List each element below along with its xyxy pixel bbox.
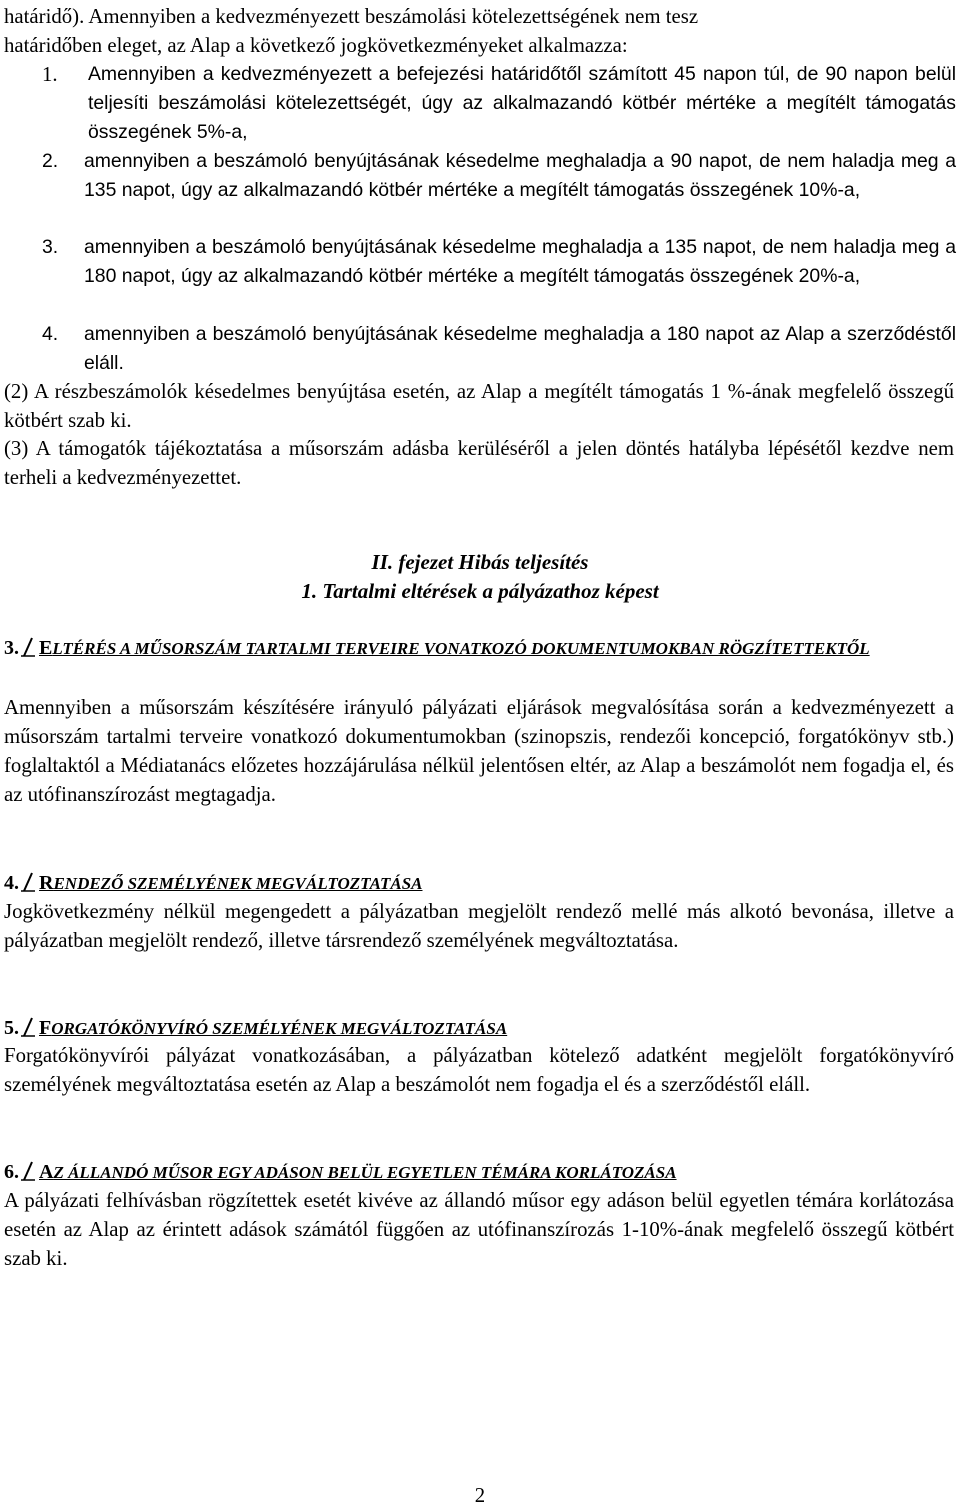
section-mark-icon [21, 1017, 35, 1037]
section-heading [4, 1016, 956, 1041]
section-initial: A [39, 1161, 54, 1183]
section-number: 5. [4, 1017, 19, 1039]
list-number: 3. [42, 236, 59, 258]
list-item [4, 60, 956, 147]
section-initial: F [39, 1017, 52, 1039]
intro-line-2: határidőben eleget, az Alap a következő jogkövetkezményeket alkalmazza: [4, 34, 628, 57]
list-text: Amennyiben a kedvezményezett a befejezési határidőtől számított 45 napon túl, de 90 napon belül teljesíti beszámolási kötelezettségét, úgy az alkalmazandó kötbér mértéke a megítélt támogatás összegének 5%-a, [88, 63, 956, 143]
list-text: amennyiben a beszámoló benyújtásának késedelme meghaladja a 135 napot, de nem haladja meg a 180 napot, úgy az alkalmazandó kötbér mértéke a megítélt támogatás összegének 20%-a, [84, 236, 956, 287]
section-mark-icon [21, 872, 35, 892]
chapter-subtitle: 1. Tartalmi eltérések a pályázathoz képest [301, 579, 659, 603]
list-text: amennyiben a beszámoló benyújtásának késedelme meghaladja a 90 napot, de nem haladja meg a 135 napot, úgy az alkalmazandó kötbér mértéke a megítélt támogatás összegének 10%-a, [84, 150, 956, 201]
intro-line-1: határidő). Amennyiben a kedvezményezett beszámolási kötelezettségének nem tesz [4, 5, 699, 28]
section-title: ENDEZŐ SZEMÉLYÉNEK MEGVÁLTOZTATÁSA [53, 874, 423, 893]
section-mark-icon [21, 1161, 35, 1181]
section-body: Jogkövetkezmény nélkül megengedett a pályázatban megjelölt rendező mellé más alkotó bevonása, illetve a pályázatban megjelölt rendező, illetve társrendező személyének megváltoztatása. [4, 900, 954, 952]
list-item [4, 320, 956, 378]
section-heading [4, 871, 956, 896]
section-heading [4, 636, 956, 661]
page-number: 2 [474, 1484, 486, 1507]
section-initial: E [39, 637, 53, 659]
list-text: amennyiben a beszámoló benyújtásának késedelme meghaladja a 180 napot az Alap a szerződéstől eláll. [84, 323, 956, 374]
chapter-title: II. fejezet Hibás teljesítés [371, 550, 589, 574]
section-title: LTÉRÉS A MŰSORSZÁM TARTALMI TERVEIRE VONATKOZÓ DOKUMENTUMOKBAN RÖGZÍTETTEKTŐL [52, 639, 870, 658]
paragraph-2: (2) A részbeszámolók késedelmes benyújtása esetén, az Alap a megítélt támogatás 1 %-ának megfelelő összegű kötbért szab ki. [4, 380, 954, 432]
list-number: 2. [42, 150, 59, 172]
list-item [4, 147, 956, 205]
section-number: 3. [4, 637, 19, 659]
section-number: 4. [4, 872, 19, 894]
list-number: 1. [42, 63, 58, 86]
section-title: Z ÁLLANDÓ MŰSOR EGY ADÁSON BELÜL EGYETLEN TÉMÁRA KORLÁTOZÁSA [53, 1163, 677, 1182]
section-initial: R [39, 872, 54, 894]
list-number: 4. [42, 323, 59, 345]
list-item [4, 233, 956, 291]
paragraph-3: (3) A támogatók tájékoztatása a műsorszám adásba kerüléséről a jelen döntés hatályba lépésétől kezdve nem terheli a kedvezményezettet. [4, 437, 954, 489]
section-mark-icon [21, 637, 35, 657]
section-title: ORGATÓKÖNYVÍRÓ SZEMÉLYÉNEK MEGVÁLTOZTATÁSA [51, 1019, 508, 1038]
section-number: 6. [4, 1161, 19, 1183]
section-body: Forgatókönyvírói pályázat vonatkozásában, a pályázatban kötelező adatként megjelölt forgatókönyvíró személyének megváltoztatása esetén az Alap a beszámolót nem fogadja el és a szerződéstől eláll. [4, 1044, 954, 1096]
section-body: A pályázati felhívásban rögzítettek esetét kivéve az állandó műsor egy adáson belül egyetlen témára korlátozása esetén az Alap az érintett adások számától függően az utófinanszírozás 1-10%-ának megfelelő összegű kötbért szab ki. [4, 1189, 954, 1270]
section-heading [4, 1160, 956, 1185]
section-body: Amennyiben a műsorszám készítésére irányuló pályázati eljárások megvalósítása során a kedvezményezett a műsorszám tartalmi terveire vonatkozó dokumentumokban (szinopszis, rendezői koncepció, forgatókönyv stb.) foglaltaktól a Médiatanács előzetes hozzájárulása nélkül jelentősen eltér, az Alap a beszámolót nem fogadja el, és az utófinanszírozást megtagadja. [4, 696, 954, 806]
